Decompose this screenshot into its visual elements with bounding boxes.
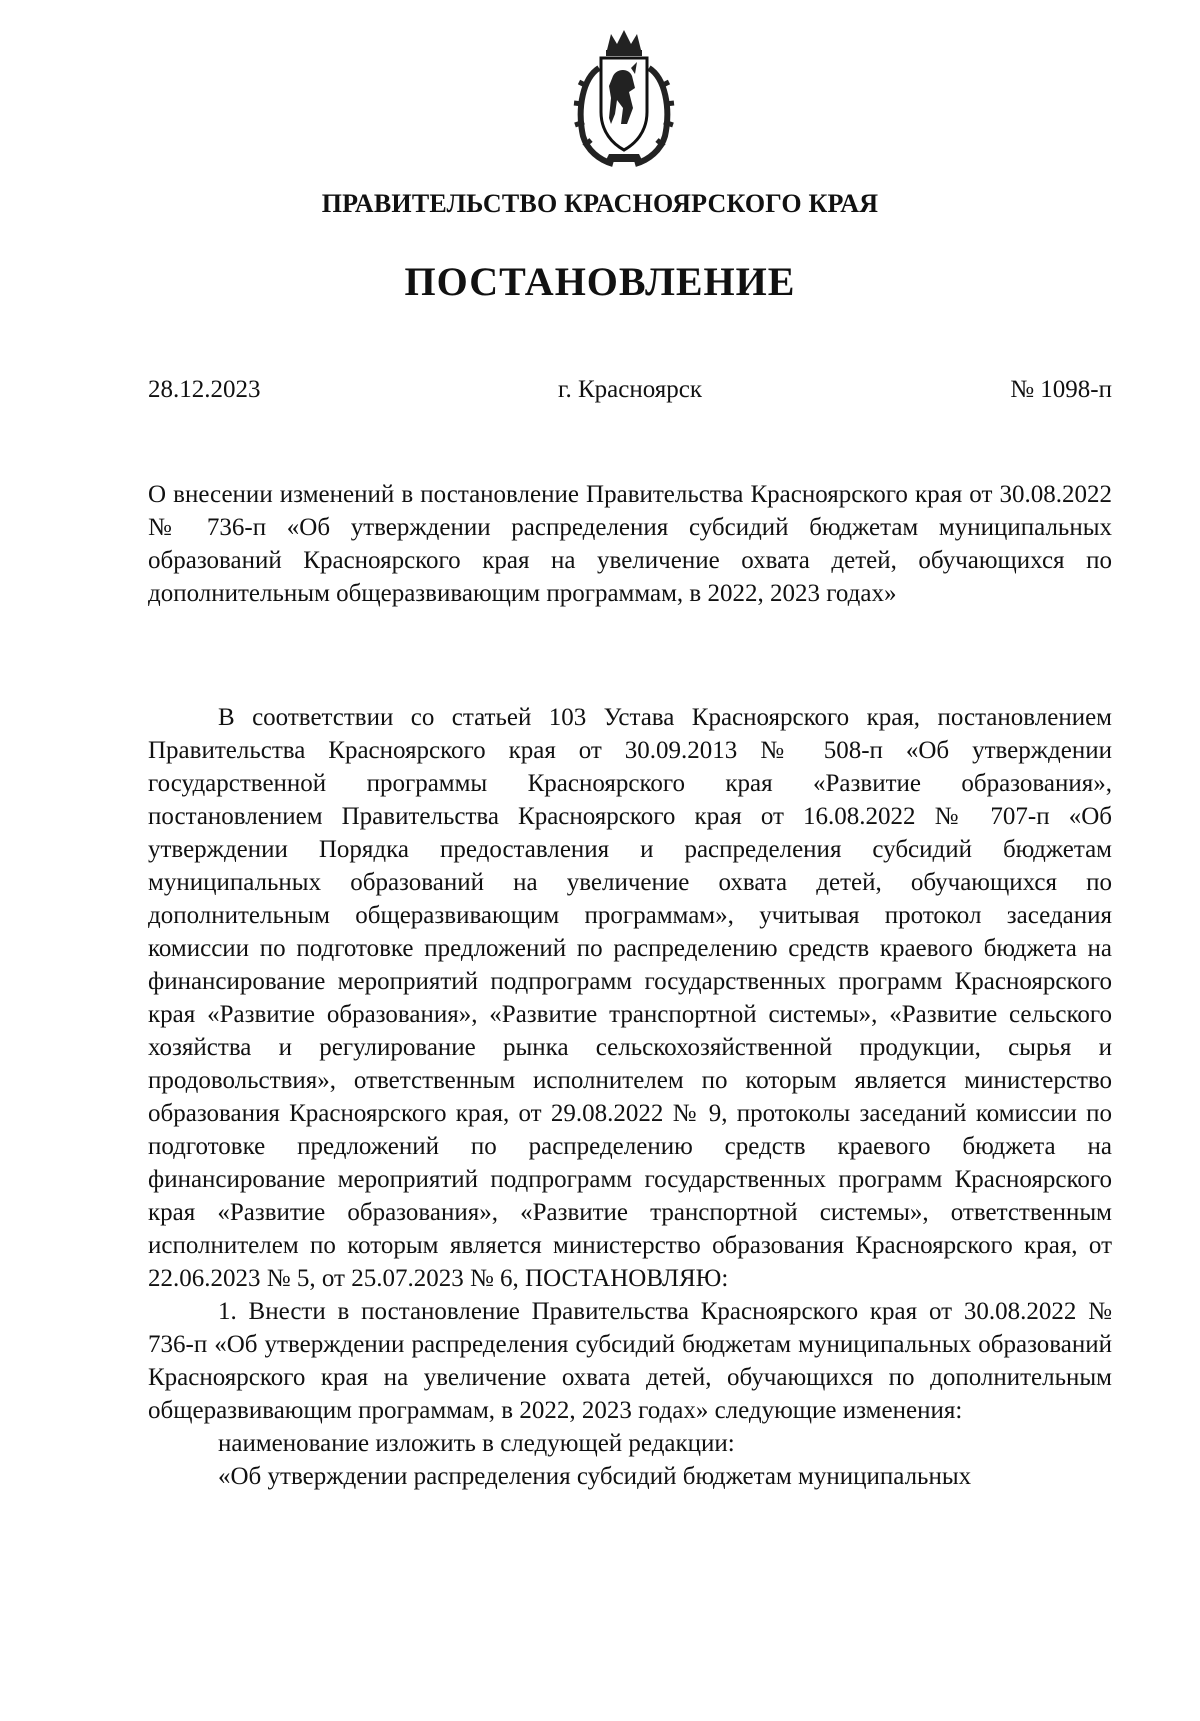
document-subject [148,478,1112,610]
document-meta-row [148,376,1112,410]
item-1-paragraph: 1. Внести в постановление Правительства Красноярского края от 30.08.2022 № 736-п «Об утверждении распределения субсидий бюджетам муниципальных образований Красноярского края на увеличение охвата детей, обучающихся по дополнительным общеразвивающим программам, в 2022, 2023 годах» следующие изменения: [148,1298,1112,1424]
document-number: № 1098-п [1010,376,1112,403]
preamble-paragraph: В соответствии со статьей 103 Устава Красноярского края, постановлением Правительства Красноярского края от 30.09.2013 № 508-п «Об утверждении государственной программы Красноярского края «Развитие образования», постановлением Правительства Красноярского края от 16.08.2022 № 707-п «Об утверждении Порядка предоставления и распределения субсидий бюджетам муниципальных образований на увеличение охвата детей, обучающихся по дополнительным общеразвивающим программам», учитывая протокол заседания комиссии по подготовке предложений по распределению средств краевого бюджета на финансирование мероприятий подпрограмм государственных программ Красноярского края «Развитие образования», «Развитие транспортной системы», «Развитие сельского хозяйства и регулирование рынка сельскохозяйственной продукции, сырья и продовольствия», ответственным исполнителем по которым является министерство образования Красноярского края, от 29.08.2022 № 9, протоколы заседаний комиссии по подготовке предложений по распределению средств краевого бюджета на финансирование мероприятий подпрограмм государственных программ Красноярского края «Развитие образования», «Развитие транспортной системы», ответственным исполнителем по которым является министерство образования Красноярского края, от 22.06.2023 № 5, от 25.07.2023 № 6, ПОСТАНОВЛЯЮ: [148,704,1112,1292]
organization-title: ПРАВИТЕЛЬСТВО КРАСНОЯРСКОГО КРАЯ [321,189,879,218]
document-date: 28.12.2023 [148,376,261,403]
document-type-title: ПОСТАНОВЛЕНИЕ [404,259,796,304]
coat-of-arms-emblem [569,28,679,168]
document-body [148,701,1112,1493]
document-city: г. Красноярск [558,376,702,403]
item-1-quote-paragraph: «Об утверждении распределения субсидий бюджетам муниципальных [218,1463,972,1490]
item-1-subparagraph: наименование изложить в следующей редакции: [218,1430,735,1457]
subject-text: О внесении изменений в постановление Правительства Красноярского края от 30.08.2022 № 736-п «Об утверждении распределения субсидий бюджетам муниципальных образований Красноярского края на увеличение охвата детей, обучающихся по дополнительным общеразвивающим программам, в 2022, 2023 годах» [148,481,1112,607]
